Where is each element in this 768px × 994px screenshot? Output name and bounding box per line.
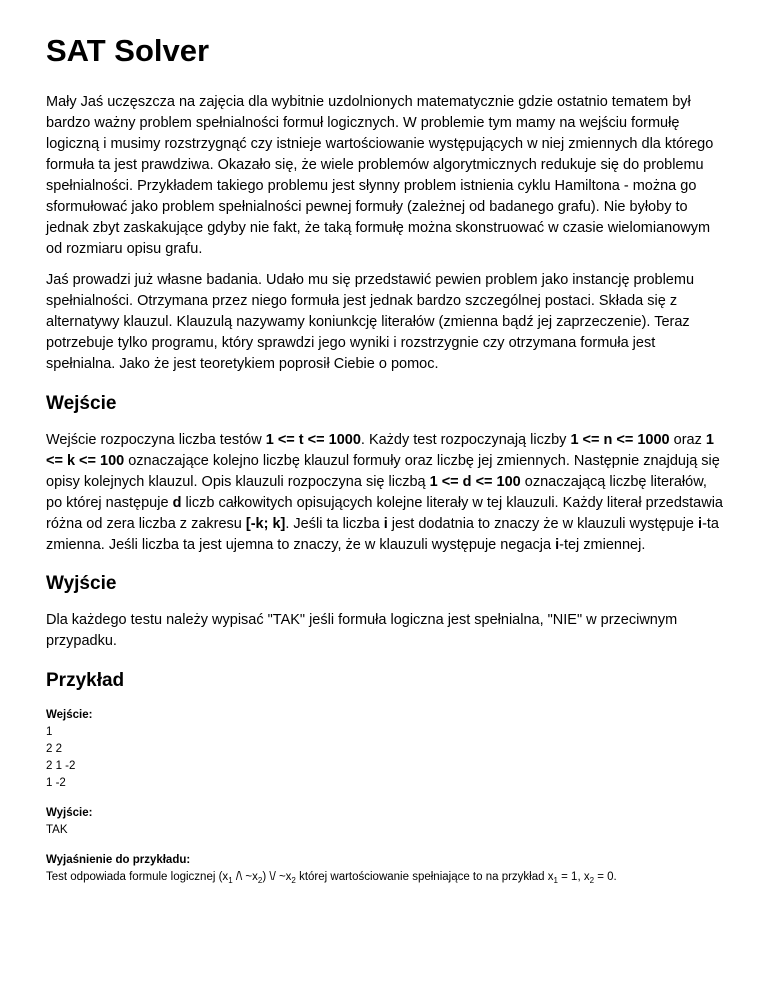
input-description: Wejście rozpoczyna liczba testów 1 <= t <= 1000. Każdy test rozpoczynają liczby 1 <= n <= 1000 oraz 1 <= k <= 100 oznaczające kolejno liczbę klauzul formuły oraz liczbę jej zmiennych. Następnie znajdują się opisy kolejnych klauzul. Opis klauzuli rozpoczyna się liczbą 1 <= d <= 100 oznaczającą liczbę literałów, po której następuje d liczb całkowitych opisujących kolejne literały w tej klauzuli. Każdy literał przedstawia różna od zera liczba z zakresu [-k; k]. Jeśli ta liczba i jest dodatnia to znaczy że w klauzuli występuje i-ta zmienna. Jeśli liczba ta jest ujemna to znaczy, że w klauzuli występuje negacja i-tej zmiennej. [46,432,723,553]
example-input-line: 1 [46,726,53,738]
example-output [46,805,726,839]
example-input [46,707,726,792]
example-explanation [46,852,726,886]
example-block [46,707,726,886]
input-heading: Wejście [46,393,117,414]
example-output-line: TAK [46,824,68,836]
example-input-line: 2 2 [46,743,62,755]
example-explanation-label: Wyjaśnienie do przykładu: [46,854,191,866]
intro-paragraph-2: Jaś prowadzi już własne badania. Udało mu się przedstawić pewien problem jako instancję problemu spełnialności. Otrzymana przez niego formuła jest jednak bardzo szczególnej postaci. Składa się z alternatywy klauzul. Klauzulą nazywamy koniunkcję literałów (zmienna bądź jej zaprzeczenie). Teraz potrzebuje tylko programu, który sprawdzi jego wyniki i rozstrzygnie czy otrzymana formuła jest spełnialna. Jako że jest teoretykiem poprosił Ciebie o pomoc. [46,272,695,372]
problem-statement [46,30,726,886]
page-title: SAT Solver [46,33,210,68]
output-heading: Wyjście [46,573,117,594]
example-input-line: 1 -2 [46,777,66,789]
example-heading: Przykład [46,670,125,691]
output-description: Dla każdego testu należy wypisać "TAK" jeśli formuła logiczna jest spełnialna, "NIE" w przeciwnym przypadku. [46,612,678,649]
example-input-line: 2 1 -2 [46,760,76,772]
intro-paragraph-1: Mały Jaś uczęszcza na zajęcia dla wybitnie uzdolnionych matematycznie gdzie ostatnio tematem był bardzo ważny problem spełnialności formuł logicznych. W problemie tym mamy na wejściu formułę logiczną i musimy rozstrzygnąć czy istnieje wartościowanie występujących w niej zmiennych dla którego formuła ta jest prawdziwa. Okazało się, że wiele problemów algorytmicznych redukuje się do problemu spełnialności. Przykładem takiego problemu jest słynny problem istnienia cyklu Hamiltona - można go sformułować jako problem spełnialności pewnej formuły (zależnej od badanego grafu). Nie byłoby to jednak zbyt zaskakujące gdyby nie fakt, że taką formułę można skonstruować w czasie wielomianowym od rozmiaru opisu grafu. [46,94,714,257]
example-input-label: Wejście: [46,709,93,721]
example-explanation-text: Test odpowiada formule logicznej ($x_1$ /\ $\sim x_2$) \/ $\sim x_2$ której wartościowanie spełniające to na przykład $x_1 = 1$, $x_2 = 0$. [46,871,617,885]
example-output-label: Wyjście: [46,807,93,819]
